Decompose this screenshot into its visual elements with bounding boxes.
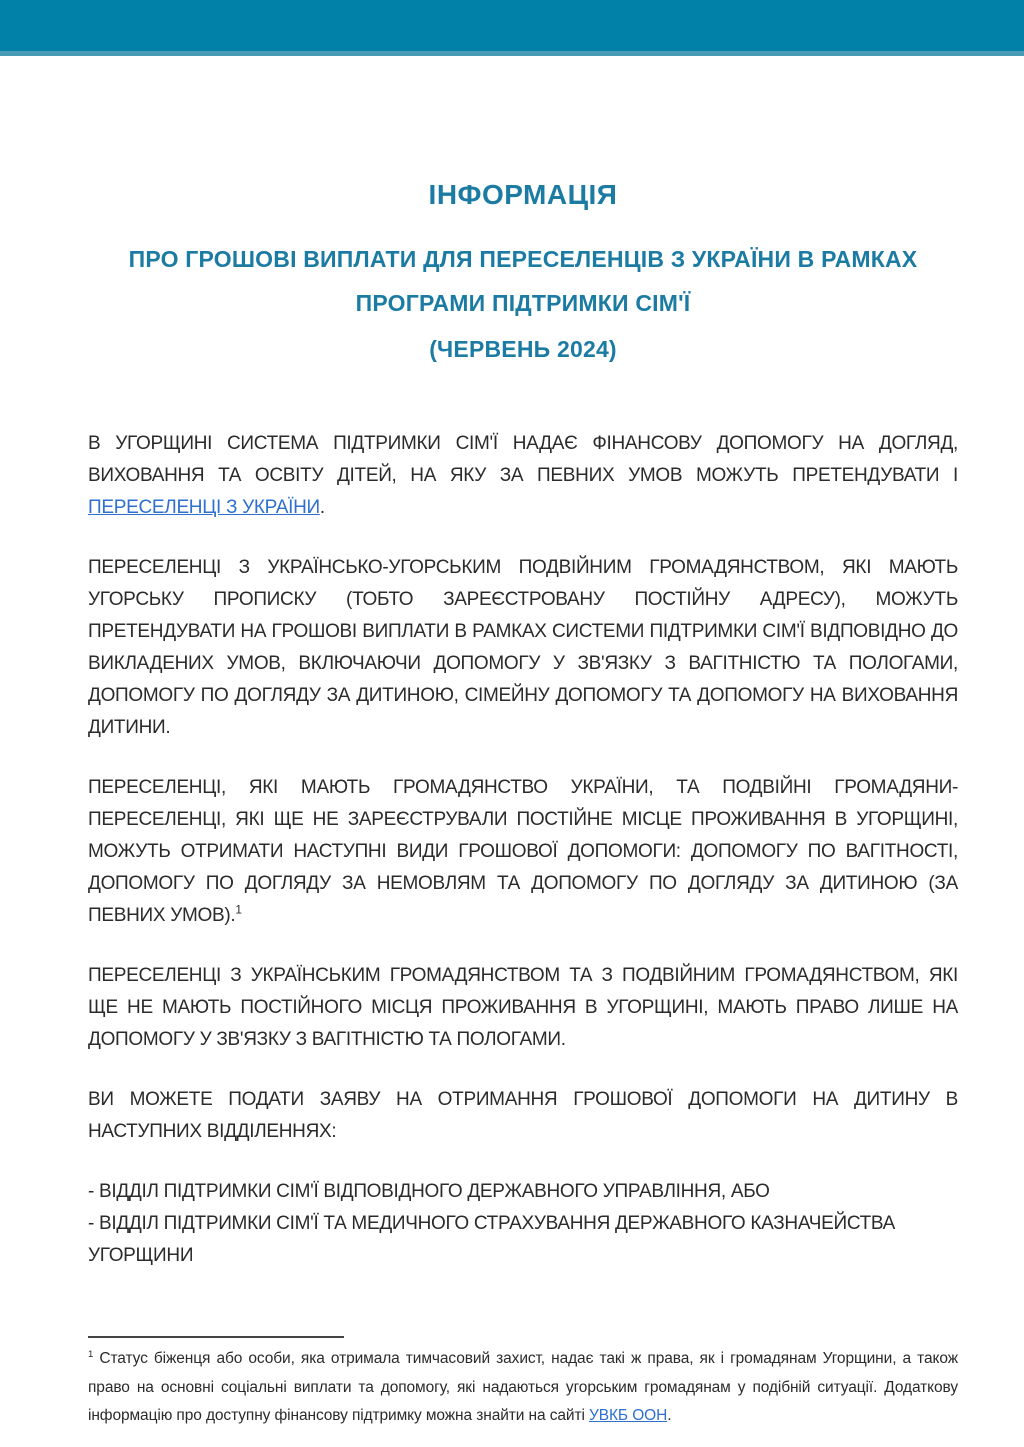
footnote-ref-1: 1 (235, 903, 242, 917)
footnote-marker: 1 (88, 1348, 94, 1360)
footnote-period: . (667, 1407, 672, 1424)
header-bar (0, 0, 1024, 56)
paragraph-where-to-apply: ВИ МОЖЕТЕ ПОДАТИ ЗАЯВУ НА ОТРИМАННЯ ГРОШОВОЇ ДОПОМОГИ НА ДИТИНУ В НАСТУПНИХ ВІДДІЛЕННЯХ: (88, 1089, 958, 1142)
link-displaced-from-ukraine[interactable]: ПЕРЕСЕЛЕНЦІ З УКРАЇНИ (88, 497, 320, 518)
footnote-block (88, 1336, 958, 1431)
list-item-treasury-office: - ВІДДІЛ ПІДТРИМКИ СІМ'Ї ТА МЕДИЧНОГО СТРАХУВАННЯ ДЕРЖАВНОГО КАЗНАЧЕЙСТВА УГОРЩИНИ (88, 1213, 896, 1266)
link-unhcr[interactable]: УВКБ ООН (589, 1407, 668, 1424)
offices-list (88, 1176, 958, 1272)
paragraph-intro-text: В УГОРЩИНІ СИСТЕМА ПІДТРИМКИ СІМ'Ї НАДАЄ ФІНАНСОВУ ДОПОМОГУ НА ДОГЛЯД, ВИХОВАННЯ ТА ОСВІТУ ДІТЕЙ, НА ЯКУ ЗА ПЕВНИХ УМОВ МОЖУТЬ ПРЕТЕНДУВАТИ І (88, 433, 958, 486)
title-block (88, 180, 958, 362)
list-item-government-office: - ВІДДІЛ ПІДТРИМКИ СІМ'Ї ВІДПОВІДНОГО ДЕРЖАВНОГО УПРАВЛІННЯ, АБО (88, 1181, 770, 1202)
paragraph-ukrainian-citizens-text: ПЕРЕСЕЛЕНЦІ, ЯКІ МАЮТЬ ГРОМАДЯНСТВО УКРАЇНИ, ТА ПОДВІЙНІ ГРОМАДЯНИ-ПЕРЕСЕЛЕНЦІ, ЯКІ ЩЕ НЕ ЗАРЕЄСТРУВАЛИ ПОСТІЙНЕ МІСЦЕ ПРОЖИВАННЯ В УГОРЩИНІ, МОЖУТЬ ОТРИМАТИ НАСТУПНІ ВИДИ ГРОШОВОЇ ДОПОМОГИ: ДОПОМОГУ ПО ВАГІТНОСТІ, ДОПОМОГУ ПО ДОГЛЯДУ ЗА НЕМОВЛЯМ ТА ДОПОМОГУ ПО ДОГЛЯДУ ЗА ДИТИНОЮ (ЗА ПЕВНИХ УМОВ). (88, 777, 958, 926)
document-body (88, 428, 958, 1272)
footnote-body-text: Статус біженця або особи, яка отримала тимчасовий захист, надає такі ж права, як і громадянам Угорщини, а також право на основні соціальні виплати та допомогу, які надаються угорським громадянам у подібній ситуації. Додаткову інформацію про доступну фінансову підтримку можна знайти на сайті (88, 1350, 958, 1424)
doc-title: ІНФОРМАЦІЯ (428, 179, 618, 210)
doc-subtitle-line1: ПРО ГРОШОВІ ВИПЛАТИ ДЛЯ ПЕРЕСЕЛЕНЦІВ З УКРАЇНИ В РАМКАХ (128, 246, 918, 272)
footnote-separator (88, 1336, 344, 1338)
paragraph-ukrainian-citizens (88, 772, 958, 932)
paragraph-dual-citizens: ПЕРЕСЕЛЕНЦІ З УКРАЇНСЬКО-УГОРСЬКИМ ПОДВІЙНИМ ГРОМАДЯНСТВОМ, ЯКІ МАЮТЬ УГОРСЬКУ ПРОПИСКУ (ТОБТО ЗАРЕЄСТРОВАНУ ПОСТІЙНУ АДРЕСУ), МОЖУТЬ ПРЕТЕНДУВАТИ НА ГРОШОВІ ВИПЛАТИ В РАМКАХ СИСТЕМИ ПІДТРИМКИ СІМ'Ї ВІДПОВІДНО ДО ВИКЛАДЕНИХ УМОВ, ВКЛЮЧАЮЧИ ДОПОМОГУ У ЗВ'ЯЗКУ З ВАГІТНІСТЮ ТА ПОЛОГАМИ, ДОПОМОГУ ПО ДОГЛЯДУ ЗА ДИТИНОЮ, СІМЕЙНУ ДОПОМОГУ ТА ДОПОМОГУ НА ВИХОВАННЯ ДИТИНИ. (88, 557, 958, 738)
paragraph-intro (88, 428, 958, 524)
doc-subtitle-line2: ПРОГРАМИ ПІДТРИМКИ СІМ'Ї (355, 290, 691, 316)
footnote-text (88, 1345, 958, 1431)
paragraph-no-permanent-address: ПЕРЕСЕЛЕНЦІ З УКРАЇНСЬКИМ ГРОМАДЯНСТВОМ ТА З ПОДВІЙНИМ ГРОМАДЯНСТВОМ, ЯКІ ЩЕ НЕ МАЮТЬ ПОСТІЙНОГО МІСЦЯ ПРОЖИВАННЯ В УГОРЩИНІ, МАЮТЬ ПРАВО ЛИШЕ НА ДОПОМОГУ У ЗВ'ЯЗКУ З ВАГІТНІСТЮ ТА ПОЛОГАМИ. (88, 965, 958, 1050)
paragraph-intro-period: . (319, 497, 325, 518)
doc-date-line: (ЧЕРВЕНЬ 2024) (429, 336, 617, 362)
